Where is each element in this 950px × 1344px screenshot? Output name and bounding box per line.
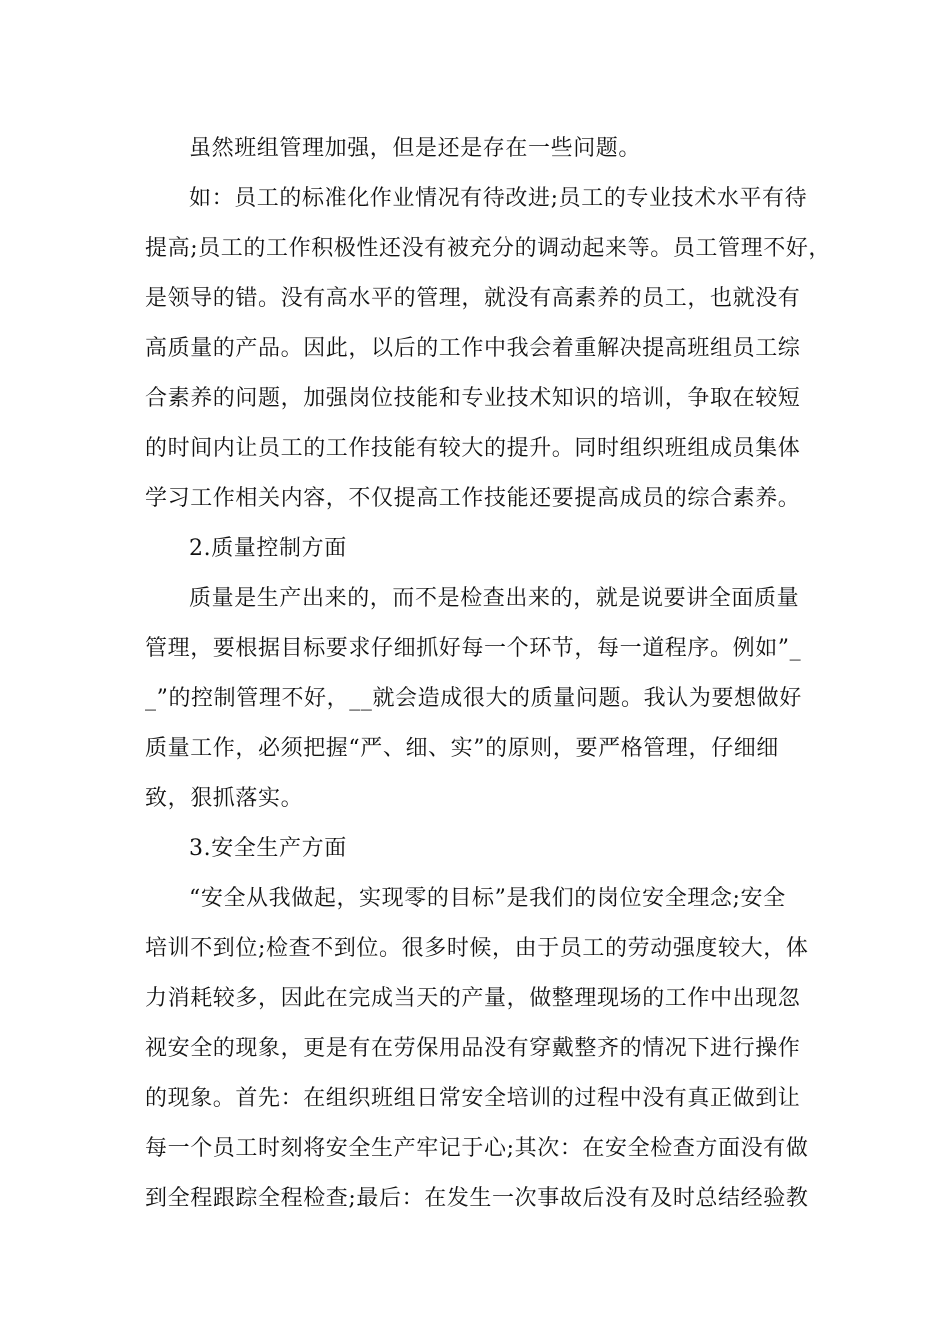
paragraph-line: 的时间内让员工的工作技能有较大的提升。同时组织班组成员集体 xyxy=(145,436,801,461)
paragraph-line: 力消耗较多，因此在完成当天的产量，做整理现场的工作中出现忽 xyxy=(145,986,801,1011)
paragraph-line: 管理，要根据目标要求仔细抓好每一个环节，每一道程序。例如”_ xyxy=(145,636,802,661)
paragraph-line: 质量工作，必须把握“严、细、实”的原则，要严格管理，仔细细 xyxy=(145,736,779,761)
paragraph-line: 的现象。首先：在组织班组日常安全培训的过程中没有真正做到让 xyxy=(145,1086,801,1111)
paragraph-line: 虽然班组管理加强，但是还是存在一些问题。 xyxy=(189,136,642,161)
paragraph-line: _”的控制管理不好，__就会造成很大的质量问题。我认为要想做好 xyxy=(145,686,802,711)
paragraph-line: 合素养的问题，加强岗位技能和专业技术知识的培训，争取在较短 xyxy=(145,386,801,411)
paragraph-line: 学习工作相关内容，不仅提高工作技能还要提高成员的综合素养。 xyxy=(145,486,801,511)
paragraph-line: 视安全的现象，更是有在劳保用品没有穿戴整齐的情况下进行操作 xyxy=(145,1036,801,1061)
paragraph-line: 到全程跟踪全程检查;最后：在发生一次事故后没有及时总结经验教 xyxy=(145,1186,809,1211)
paragraph-line: 提高;员工的工作积极性还没有被充分的调动起来等。员工管理不好， xyxy=(145,236,832,261)
paragraph-line: 培训不到位;检查不到位。很多时候，由于员工的劳动强度较大，体 xyxy=(145,936,809,961)
section-heading: 3.安全生产方面 xyxy=(189,836,347,861)
paragraph-line: 高质量的产品。因此，以后的工作中我会着重解决提高班组员工综 xyxy=(145,336,801,361)
paragraph-line: 如：员工的标准化作业情况有待改进;员工的专业技术水平有待 xyxy=(189,186,808,211)
paragraph-line: 致，狠抓落实。 xyxy=(145,786,304,811)
section-heading: 2.质量控制方面 xyxy=(189,536,347,561)
paragraph-line: 每一个员工时刻将安全生产牢记于心;其次：在安全检查方面没有做 xyxy=(145,1136,809,1161)
paragraph-line: 是领导的错。没有高水平的管理，就没有高素养的员工，也就没有 xyxy=(145,286,801,311)
paragraph-line: 质量是生产出来的，而不是检查出来的，就是说要讲全面质量 xyxy=(189,586,800,611)
paragraph-line: “安全从我做起，实现零的目标”是我们的岗位安全理念;安全 xyxy=(189,886,786,911)
